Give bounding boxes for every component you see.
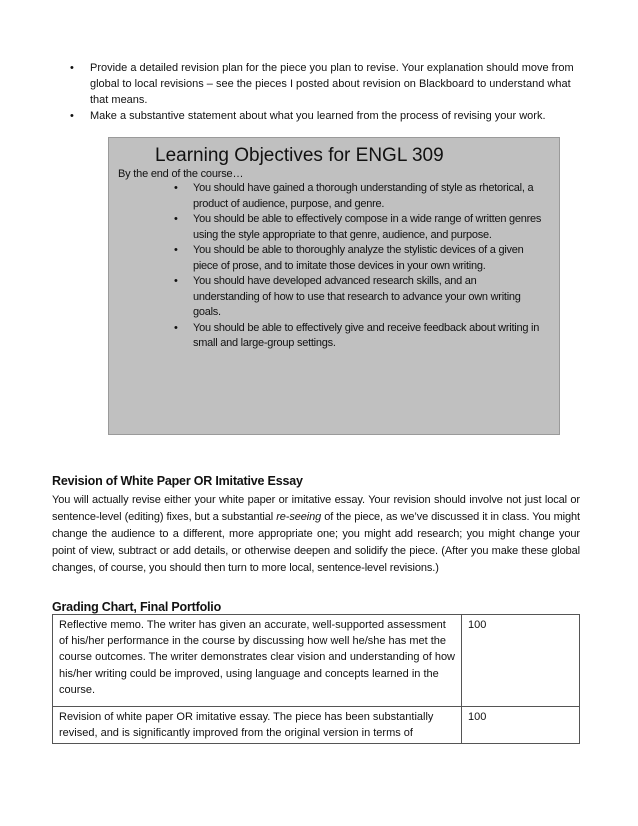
objective-text: You should be able to thoroughly analyze the stylistic devices of a given piece of prose, and to imitate those devices in your own writing.: [193, 244, 524, 272]
assignment-bullet-list: [70, 60, 590, 124]
criterion-description: Reflective memo. The writer has given an accurate, well-supported assessment of his/her performance in the course by discussing how well he/she has met the course outcomes. The writer demonstrates clear vision and understanding of how his/her writing could be improved, using language and concepts learned in the course.: [53, 615, 462, 707]
bullet-icon: •: [174, 244, 178, 256]
table-row: [53, 615, 580, 707]
revision-paragraph: [52, 492, 580, 577]
revision-text-end: of the piece, as we’ve discussed it in class. You might change the audience to a different, more appropriate one; you might add research; you might change your point of view, subtract or add details, or otherwise deepen and solidify the piece. (After you make these global changes, of course, you should then turn to more local, sentence-level revisions.): [52, 511, 580, 574]
grading-table: [52, 614, 580, 744]
objective-text: You should be able to effectively compose in a wide range of written genres using the style appropriate to that genre, audience, and purpose.: [193, 213, 542, 241]
criterion-points: 100: [462, 615, 580, 707]
bullet-icon: •: [174, 213, 178, 225]
bullet-icon: •: [174, 275, 178, 287]
list-item: [70, 108, 590, 124]
list-item: [174, 321, 544, 352]
grading-heading: Grading Chart, Final Portfolio: [52, 600, 222, 614]
list-item: [174, 181, 544, 212]
list-item: [174, 212, 544, 243]
list-item: [70, 60, 590, 108]
list-item: [174, 274, 544, 321]
revision-text-start: You will actually revise either your white paper or imitative essay. Your revision should involve not just local or sentence-level (editing) fixes, but a substantial: [52, 494, 580, 523]
criterion-description: Revision of white paper OR imitative essay. The piece has been substantially revised, and is significantly improved from the original version in terms of: [53, 707, 462, 744]
bullet-text: Make a substantive statement about what you learned from the process of revising your work.: [90, 110, 546, 122]
objectives-list: [174, 181, 544, 352]
list-item: [174, 243, 544, 274]
objective-text: You should be able to effectively give and receive feedback about writing in small and large-group settings.: [193, 321, 540, 349]
revision-emphasis: re-seeing: [276, 511, 322, 523]
bullet-icon: •: [70, 62, 74, 74]
objectives-title: Learning Objectives for ENGL 309: [155, 145, 444, 166]
table-row: [53, 707, 580, 744]
bullet-icon: •: [174, 182, 178, 194]
criterion-points: 100: [462, 707, 580, 744]
bullet-icon: •: [70, 110, 74, 122]
objectives-intro: By the end of the course…: [118, 168, 244, 180]
objective-text: You should have developed advanced research skills, and an understanding of how to use that research to advance your own writing goals.: [193, 275, 521, 318]
objective-text: You should have gained a thorough understanding of style as rhetorical, a product of audience, purpose, and genre.: [193, 182, 534, 210]
learning-objectives-box: [108, 137, 560, 435]
bullet-text: Provide a detailed revision plan for the piece you plan to revise. Your explanation should move from global to local revisions – see the pieces I posted about revision on Blackboard to understand what that means.: [90, 62, 574, 106]
revision-heading: Revision of White Paper OR Imitative Essay: [52, 474, 303, 488]
bullet-icon: •: [174, 321, 178, 334]
